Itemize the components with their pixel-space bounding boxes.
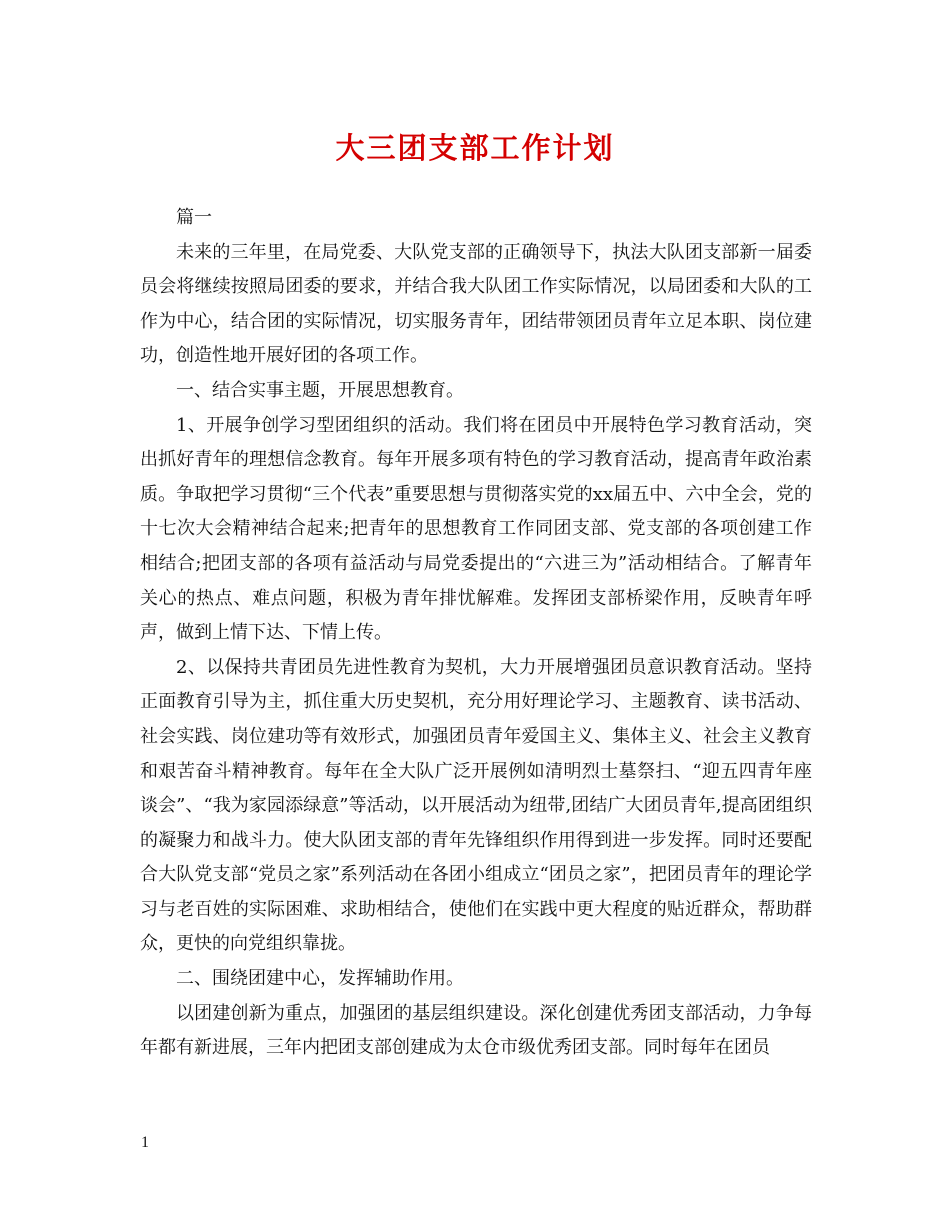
paragraph-item-1: 1、开展争创学习型团组织的活动。我们将在团员中开展特色学习教育活动，突出抓好青年的理想信念教育。每年开展多项有特色的学习教育活动，提高青年政治素质。争取把学习贯彻“三个代表”重要思想与贯彻落实党的xx届五中、六中全会，党的十七次大会精神结合起来;把青年的思想教育工作同团支部、党支部的各项创建工作相结合;把团支部的各项有益活动与局党委提出的“六进三为”活动相结合。了解青年关心的热点、难点问题，积极为青年排忧解难。发挥团支部桥梁作用，反映青年呼声，做到上情下达、下情上传。: [140, 414, 812, 644]
document-title: 大三团支部工作计划: [335, 131, 615, 165]
section-label: 篇一: [176, 207, 212, 228]
paragraph-intro: 未来的三年里，在局党委、大队党支部的正确领导下，执法大队团支部新一届委员会将继续按照局团委的要求，并结合我大队团工作实际情况，以局团委和大队的工作为中心，结合团的实际情况，切实服务青年，团结带领团员青年立足本职、岗位建功，创造性地开展好团的各项工作。: [140, 241, 812, 367]
document-body: [140, 201, 812, 1066]
heading-one: 一、结合实事主题，开展思想教育。: [176, 379, 464, 401]
paragraph-item-2: 2、以保持共青团员先进性教育为契机，大力开展增强团员意识教育活动。坚持正面教育引导为主，抓住重大历史契机，充分用好理论学习、主题教育、读书活动、社会实践、岗位建功等有效形式，加强团员青年爱国主义、集体主义、社会主义教育和艰苦奋斗精神教育。每年在全大队广泛开展例如清明烈士墓祭扫、“迎五四青年座谈会”、“我为家园添绿意”等活动，以开展活动为纽带,团结广大团员青年,提高团组织的凝聚力和战斗力。使大队团支部的青年先锋组织作用得到进一步发挥。同时还要配合大队党支部“党员之家”系列活动在各团小组成立“团员之家”，把团员青年的理论学习与老百姓的实际困难、求助相结合，使他们在实践中更大程度的贴近群众，帮助群众，更快的向党组织靠拢。: [140, 656, 812, 955]
heading-two: 二、围绕团建中心，发挥辅助作用。: [176, 968, 464, 990]
page-number: 1: [141, 1134, 149, 1151]
paragraph-team-building: 以团建创新为重点，加强团的基层组织建设。深化创建优秀团支部活动，力争每年都有新进展，三年内把团支部创建成为太仓市级优秀团支部。同时每年在团员: [140, 1002, 812, 1059]
